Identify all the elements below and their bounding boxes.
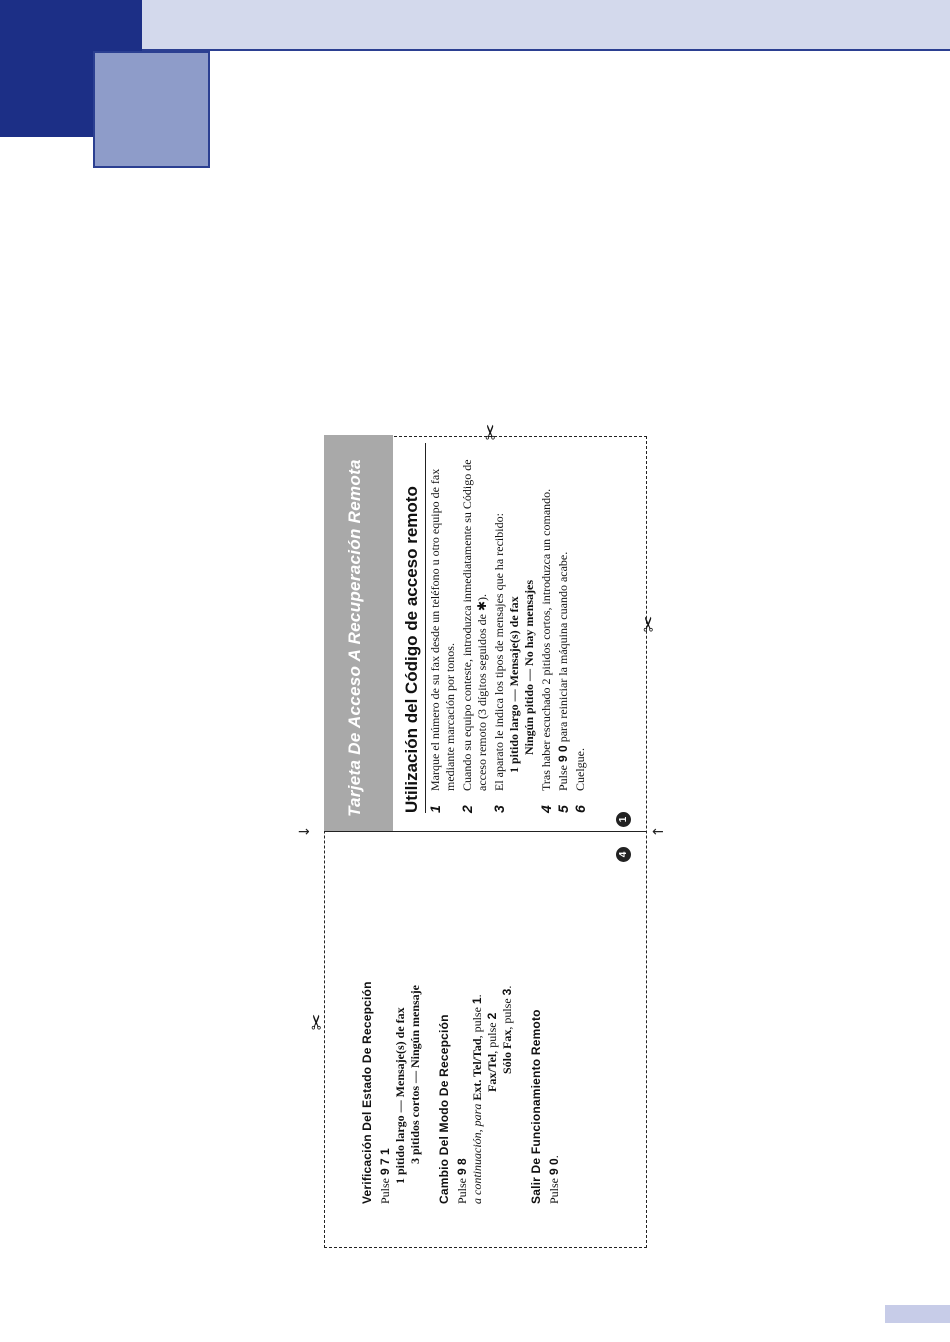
remote-access-section bbox=[402, 443, 588, 813]
message-type-line: Ningún pitido — No hay mensajes bbox=[522, 579, 536, 755]
section-heading: Utilización del Código de acceso remoto bbox=[402, 443, 426, 813]
message-type-line: 1 pitido largo — Mensaje(s) de fax bbox=[507, 596, 521, 773]
panel-number-badge: 4 bbox=[616, 847, 631, 862]
chapter-tab-box bbox=[93, 51, 210, 168]
card-back-panel bbox=[324, 832, 647, 1248]
header-band bbox=[0, 0, 950, 51]
step-item: 6 Cuelgue. bbox=[572, 748, 588, 813]
verify-pulse-line: Pulse 9 7 1 bbox=[378, 1148, 392, 1204]
change-mode-heading: Cambio Del Modo De Recepción bbox=[437, 1014, 451, 1204]
panel-number-badge: 1 bbox=[616, 812, 631, 827]
step-item: 1 Marque el número de su fax desde un teléfono u otro equipo de fax mediante marcación por tonos. bbox=[427, 468, 457, 813]
verify-result-line: 1 pitido largo — Mensaje(s) de fax bbox=[393, 1007, 407, 1184]
step-item: 4 Tras haber escuchado 2 pitidos cortos, introduzca un comando. bbox=[538, 488, 554, 813]
fold-arrow-left-icon: → bbox=[298, 824, 310, 840]
step-item: 2 Cuando su equipo conteste, introduzca inmediatamente su Código de acceso remoto (3 dígitos seguidos de ✱). bbox=[459, 459, 489, 813]
page-edge-tab bbox=[885, 1305, 950, 1323]
change-pulse-line: Pulse 9 8 bbox=[455, 1158, 469, 1204]
change-option-line: Fax/Tel, pulse 2 bbox=[485, 1012, 499, 1092]
scissors-icon: ✂ bbox=[304, 1013, 329, 1031]
verify-status-heading: Verificación Del Estado De Recepción bbox=[360, 981, 374, 1204]
step-item: 3 El aparato le indica los tipos de mensajes que ha recibido: 1 pitido largo — Mensaje(s) de fax Ningún pitido — No hay mensajes bbox=[492, 443, 537, 813]
card-title: Tarjeta De Acceso A Recuperación Remota bbox=[324, 435, 393, 831]
card-front-panel bbox=[324, 435, 647, 831]
remote-commands-section bbox=[348, 844, 562, 1204]
change-option-line: a continuación, para Ext. Tel/Tad, pulse 1. bbox=[470, 994, 484, 1204]
scissors-icon: ✂ bbox=[636, 615, 661, 633]
scissors-icon: ✂ bbox=[478, 423, 503, 441]
exit-remote-heading: Salir De Funcionamiento Remoto bbox=[529, 1009, 543, 1204]
verify-result-line: 3 pitidos cortos — Ningún mensaje bbox=[408, 984, 422, 1164]
change-option-line: Sólo Fax, pulse 3. bbox=[500, 985, 514, 1074]
step-item: 5 Pulse 9 0 para reiniciar la máquina cuando acabe. bbox=[555, 551, 571, 813]
fold-arrow-right-icon: ← bbox=[652, 824, 664, 840]
exit-pulse-line: Pulse 9 0. bbox=[547, 1155, 561, 1204]
